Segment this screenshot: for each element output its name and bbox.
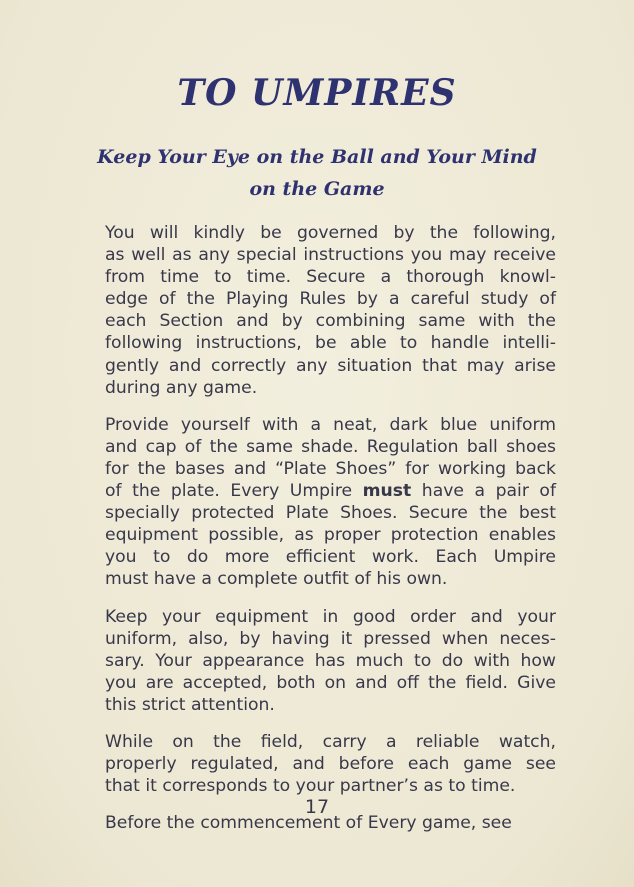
text-line: specially protected Plate Shoes. Secure the best xyxy=(105,503,556,524)
text-line: each Section and by combining same with the xyxy=(105,311,556,332)
text-line: as well as any special instructions you may receive xyxy=(105,245,556,266)
text-line: from time to time. Secure a thorough knowl- xyxy=(105,267,556,288)
text-line-with-emphasis xyxy=(80,480,556,502)
text-line: that it corresponds to your partner’s as to time. xyxy=(105,776,516,797)
paragraph xyxy=(80,414,556,591)
text-line: equipment possible, as proper protection enables xyxy=(105,525,556,546)
body-text xyxy=(80,222,556,849)
text-line: edge of the Playing Rules by a careful study of xyxy=(105,289,556,310)
text-line: gently and correctly any situation that may arise xyxy=(105,355,556,376)
text-line: and cap of the same shade. Regulation ball shoes xyxy=(105,436,556,457)
text-line: While on the field, carry a reliable watch, xyxy=(105,731,556,752)
text-line: following instructions, be able to handle intelli- xyxy=(105,333,556,354)
subtitle-line-1: Keep Your Eye on the Ball and Your Mind xyxy=(97,146,537,168)
page-number: 17 xyxy=(304,796,330,818)
paragraph xyxy=(80,606,556,716)
text-line: must have a complete outfit of his own. xyxy=(105,569,448,590)
text-line: You will kindly be governed by the following, xyxy=(105,223,556,243)
text-line: you to do more efficient work. Each Umpire xyxy=(105,547,556,568)
paragraph xyxy=(80,222,556,399)
text-line: Keep your equipment in good order and your xyxy=(105,606,556,627)
text-line: Before the commencement of Every game, see xyxy=(105,813,512,834)
paragraph xyxy=(80,731,556,797)
text-line: for the bases and “Plate Shoes” for working back xyxy=(105,458,556,479)
emphasis-must: must xyxy=(362,481,412,502)
text-line: properly regulated, and before each game see xyxy=(105,754,556,775)
text-fragment: have a pair of xyxy=(421,481,556,502)
text-line: uniform, also, by having it pressed when neces- xyxy=(105,628,556,649)
text-line: Provide yourself with a neat, dark blue uniform xyxy=(105,414,556,435)
text-line: this strict attention. xyxy=(105,694,275,715)
text-line: during any game. xyxy=(105,377,258,398)
text-line: you are accepted, both on and off the field. Give xyxy=(105,672,556,693)
subtitle-line-2: on the Game xyxy=(249,178,385,200)
page-title: TO UMPIRES xyxy=(177,72,457,114)
text-line: sary. Your appearance has much to do with how xyxy=(105,650,556,671)
text-fragment: of the plate. Every Umpire xyxy=(105,481,353,502)
